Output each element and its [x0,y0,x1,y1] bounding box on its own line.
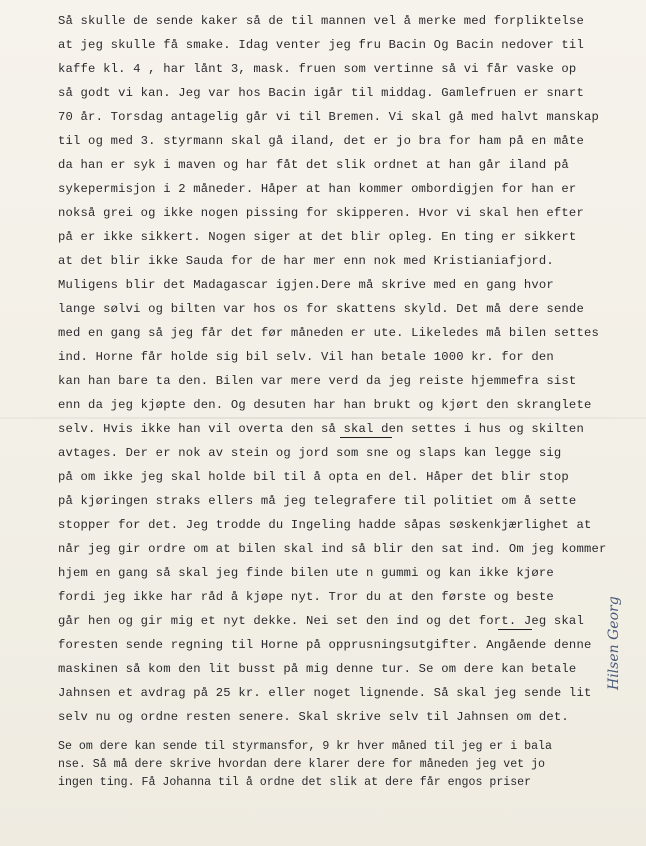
letter-line: foresten sende regning til Horne på opprusningsutgifter. Angående denne [58,638,592,652]
letter-line: på kjøringen straks ellers må jeg telegrafere til politiet om å sette [58,494,577,508]
letter-line: med en gang så jeg får det før måneden er ute. Likeledes må bilen settes [58,326,599,340]
letter-line: går hen og gir mig et nyt dekke. Nei set den ind og det fort. Jeg skal [58,614,584,628]
letter-line: på om ikke jeg skal holde bil til å opta en del. Håper det blir stop [58,470,569,484]
letter-line: Så skulle de sende kaker så de til mannen vel å merke med forpliktelse [58,14,584,28]
letter-line: selv. Hvis ikke han vil overta den så skal den settes i hus og skilten [58,422,584,436]
letter-line: hjem en gang så skal jeg finde bilen ute n gummi og kan ikke kjøre [58,566,554,580]
letter-line: på er ikke sikkert. Nogen siger at det blir opleg. En ting er sikkert [58,230,577,244]
letter-line: at jeg skulle få smake. Idag venter jeg fru Bacin Og Bacin nedover til [58,38,584,52]
letter-line: stopper for det. Jeg trodde du Ingeling hadde såpas søskenkjærlighet at [58,518,592,532]
letter-line: avtages. Der er nok av stein og jord som sne og slaps kan legge sig [58,446,562,460]
letter-line: Jahnsen et avdrag på 25 kr. eller noget lignende. Så skal jeg sende lit [58,686,592,700]
letter-line: til og med 3. styrmann skal gå iland, det er jo bra for ham på en måte [58,134,584,148]
letter-line: nse. Så må dere skrive hvordan dere klarer dere for måneden jeg vet jo [58,758,546,771]
letter-line: nokså grei og ikke nogen pissing for skipperen. Hvor vi skal hen efter [58,206,584,220]
letter-line: kan han bare ta den. Bilen var mere verd da jeg reiste hjemmefra sist [58,374,577,388]
letter-line: når jeg gir ordre om at bilen skal ind så blir den sat ind. Om jeg kommer [58,542,607,556]
letter-line: lange sølvi og bilten var hos os for skattens skyld. Det må dere sende [58,302,584,316]
handwritten-margin-note: Hilsen Georg [606,596,622,690]
letter-line: enn da jeg kjøpte den. Og desuten har han brukt og kjørt den skranglete [58,398,592,412]
letter-line: så godt vi kan. Jeg var hos Bacin igår til middag. Gamlefruen er snart [58,86,584,100]
paper-fold [0,417,646,419]
underline-skal [340,437,392,438]
letter-line: sykepermisjon i 2 måneder. Håper at han kommer ombordigjen for han er [58,182,577,196]
letter-line: selv nu og ordne resten senere. Skal skrive selv til Jahnsen om det. [58,710,569,724]
letter-line: da han er syk i maven og har fåt det slik ordnet at han går iland på [58,158,569,172]
letter-line: 70 år. Torsdag antagelig går vi til Bremen. Vi skal gå med halvt manskap [58,110,599,124]
letter-line: ind. Horne får holde sig bil selv. Vil han betale 1000 kr. for den [58,350,554,364]
letter-line: ingen ting. Få Johanna til å ordne det slik at dere får engos priser [58,776,532,789]
letter-line: maskinen så kom den lit busst på mig denne tur. Se om dere kan betale [58,662,577,676]
letter-line: kaffe kl. 4 , har lånt 3, mask. fruen som vertinne så vi får vaske op [58,62,577,76]
letter-line: Se om dere kan sende til styrmansfor, 9 kr hver måned til jeg er i bala [58,740,552,753]
letter-line: at det blir ikke Sauda for de har mer enn nok med Kristianiafjord. [58,254,554,268]
letter-line: fordi jeg ikke har råd å kjøpe nyt. Tror du at den første og beste [58,590,554,604]
letter-line: Muligens blir det Madagascar igjen.Dere må skrive med en gang hvor [58,278,554,292]
underline-fort [498,629,532,630]
